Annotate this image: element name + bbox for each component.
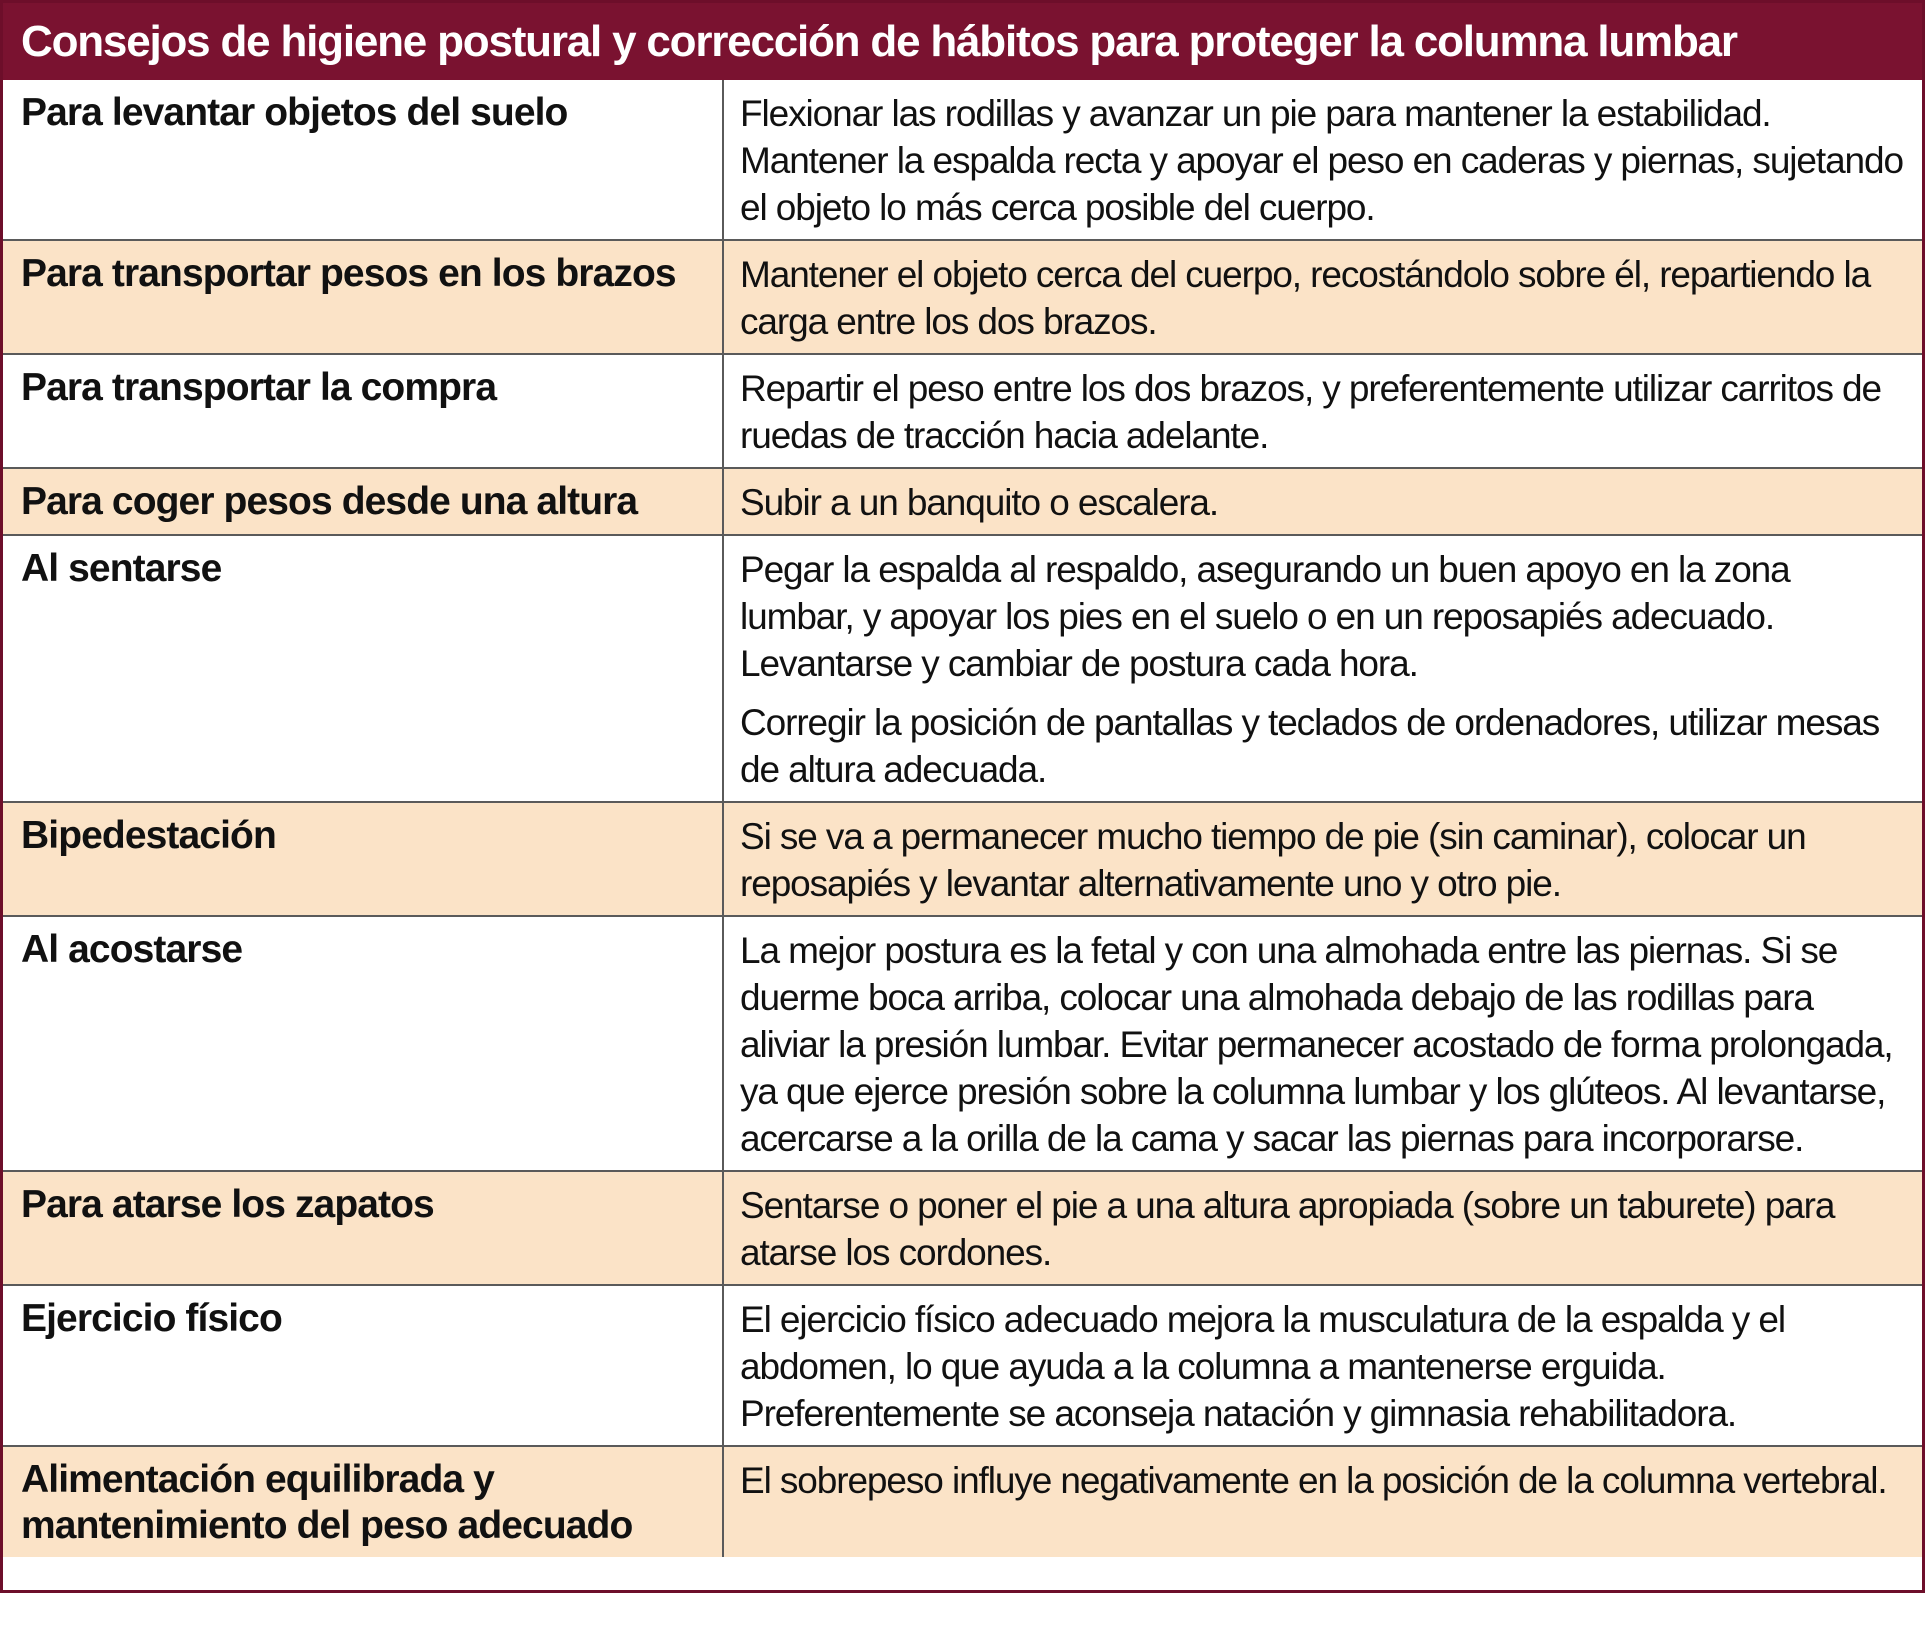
row-advice [723, 1171, 1922, 1285]
table-row [3, 240, 1922, 354]
advice-paragraph: Subir a un banquito o escalera. [740, 482, 1219, 523]
table-row [3, 1171, 1922, 1285]
table-row [3, 468, 1922, 535]
advice-grid [3, 80, 1922, 1557]
advice-paragraph: El sobrepeso influye negativamente en la posición de la columna vertebral. [740, 1460, 1887, 1501]
row-advice [723, 1285, 1922, 1446]
row-topic: Para transportar pesos en los brazos [3, 240, 723, 354]
row-topic: Alimentación equilibrada y mantenimiento del peso adecuado [3, 1446, 723, 1557]
row-topic: Bipedestación [3, 802, 723, 916]
row-advice [723, 535, 1922, 802]
row-topic: Para levantar objetos del suelo [3, 80, 723, 240]
table-row [3, 80, 1922, 240]
row-advice [723, 468, 1922, 535]
row-advice [723, 802, 1922, 916]
row-topic: Para atarse los zapatos [3, 1171, 723, 1285]
advice-paragraph: El ejercicio físico adecuado mejora la musculatura de la espalda y el abdomen, lo que ayuda a la columna a mantenerse erguida. Preferentemente se aconseja natación y gimnasia rehabilitadora. [740, 1299, 1785, 1434]
advice-paragraph: Repartir el peso entre los dos brazos, y preferentemente utilizar carritos de ruedas de tracción hacia adelante. [740, 368, 1881, 456]
advice-paragraph: Corregir la posición de pantallas y teclados de ordenadores, utilizar mesas de altura adecuada. [740, 702, 1880, 790]
row-topic: Para coger pesos desde una altura [3, 468, 723, 535]
table-row [3, 916, 1922, 1171]
row-topic: Al sentarse [3, 535, 723, 802]
row-advice [723, 354, 1922, 468]
advice-paragraph: Si se va a permanecer mucho tiempo de pie (sin caminar), colocar un reposapiés y levantar alternativamente uno y otro pie. [740, 816, 1806, 904]
row-topic: Ejercicio físico [3, 1285, 723, 1446]
table-row [3, 535, 1922, 802]
advice-paragraph: Pegar la espalda al respaldo, asegurando un buen apoyo en la zona lumbar, y apoyar los pies en el suelo o en un reposapiés adecuado. Levantarse y cambiar de postura cada hora. [740, 549, 1790, 684]
advice-paragraph: Sentarse o poner el pie a una altura apropiada (sobre un taburete) para atarse los cordones. [740, 1185, 1835, 1273]
table-row [3, 802, 1922, 916]
row-advice [723, 80, 1922, 240]
row-topic: Para transportar la compra [3, 354, 723, 468]
advice-paragraph: Flexionar las rodillas y avanzar un pie para mantener la estabilidad. Mantener la espalda recta y apoyar el peso en caderas y piernas, sujetando el objeto lo más cerca posible del cuerpo. [740, 93, 1903, 228]
table-row [3, 1285, 1922, 1446]
table-row [3, 1446, 1922, 1557]
advice-paragraph: La mejor postura es la fetal y con una almohada entre las piernas. Si se duerme boca arriba, colocar una almohada debajo de las rodillas para aliviar la presión lumbar. Evitar permanecer acostado de forma prolongada, ya que ejerce presión sobre la columna lumbar y los glúteos. Al levantarse, acercarse a la orilla de la cama y sacar las piernas para incorporarse. [740, 930, 1893, 1159]
row-advice [723, 916, 1922, 1171]
advice-paragraph: Mantener el objeto cerca del cuerpo, recostándolo sobre él, repartiendo la carga entre los dos brazos. [740, 254, 1871, 342]
table-row [3, 354, 1922, 468]
row-topic: Al acostarse [3, 916, 723, 1171]
row-advice [723, 1446, 1922, 1557]
row-advice [723, 240, 1922, 354]
table-title: Consejos de higiene postural y corrección de hábitos para proteger la columna lumbar [3, 3, 1922, 80]
